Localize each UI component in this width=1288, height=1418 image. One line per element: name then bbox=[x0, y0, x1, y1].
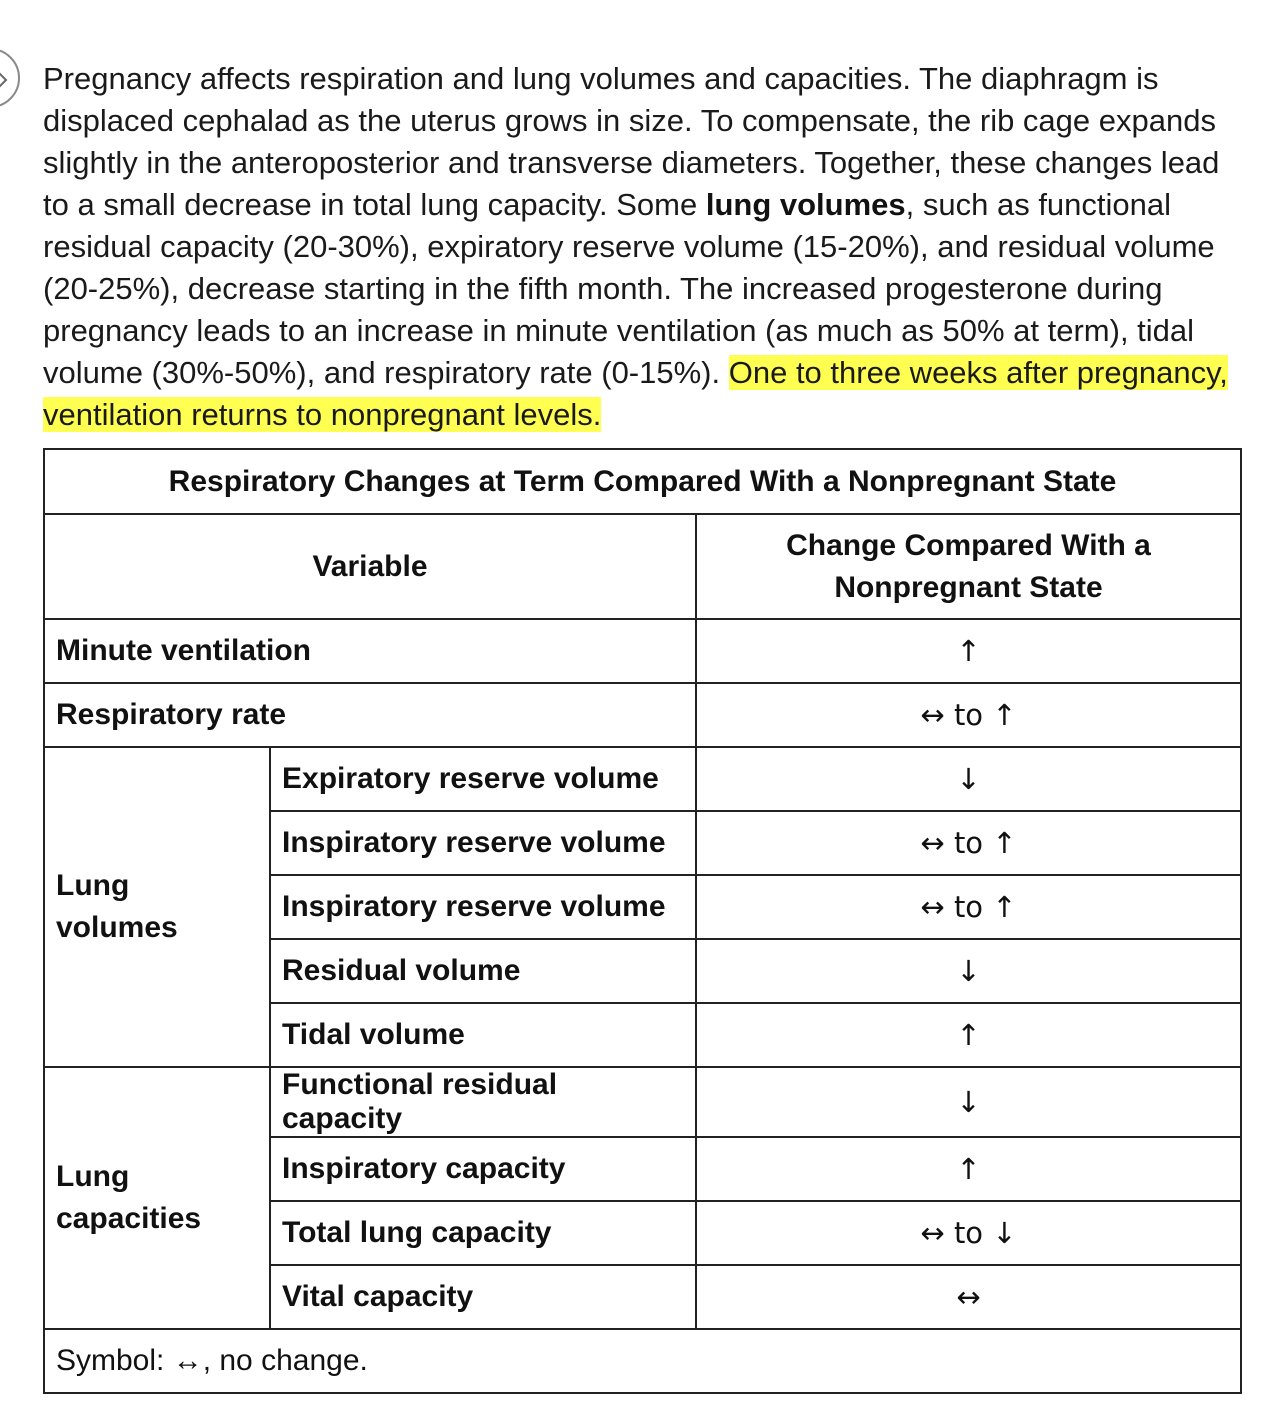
row-label: Inspiratory capacity bbox=[270, 1137, 696, 1201]
row-change: ↔ to ↑ bbox=[696, 811, 1241, 875]
row-label: Inspiratory reserve volume bbox=[270, 811, 696, 875]
header-change bbox=[696, 514, 1241, 619]
row-label: Tidal volume bbox=[270, 1003, 696, 1067]
row-change: ↑ bbox=[696, 1003, 1241, 1067]
row-change: ↓ bbox=[696, 939, 1241, 1003]
row-change: ↓ bbox=[696, 1067, 1241, 1137]
intro-paragraph bbox=[43, 58, 1243, 436]
intro-text-part1: Pregnancy affects respiration and lung volumes and capacities. The diaphragm is displaced cephalad as the uterus grows in size. To compensate, the rib cage expands slightly in the anteroposterior and transverse diameters. Together, these changes lead to a small decrease in total lung capacity. Some bbox=[43, 61, 1220, 222]
row-label: Expiratory reserve volume bbox=[270, 747, 696, 811]
group-lung-capacities bbox=[44, 1067, 270, 1329]
highlighted-sentence: One to three weeks after pregnancy, ventilation returns to nonpregnant levels. bbox=[43, 355, 1228, 432]
row-label: Inspiratory reserve volume bbox=[270, 875, 696, 939]
row-label: Residual volume bbox=[270, 939, 696, 1003]
row-label: Total lung capacity bbox=[270, 1201, 696, 1265]
table-row bbox=[44, 619, 1241, 683]
row-label: Functional residual capacity bbox=[270, 1067, 696, 1137]
sidebar-toggle-button[interactable] bbox=[0, 48, 20, 108]
row-change: ↔ bbox=[696, 1265, 1241, 1329]
row-change: ↔ to ↓ bbox=[696, 1201, 1241, 1265]
intro-text-part2: , such as functional residual capacity (20-30%), expiratory reserve volume (15-20%), and residual volume (20-25%), decrease starting in the fifth month. The increased progesterone during pregnancy leads to an increase in minute ventilation (as much as 50% at term), tidal volume (30%-50%), and respiratory rate (0-15%). bbox=[43, 187, 1215, 390]
row-change: ↓ bbox=[696, 747, 1241, 811]
group-lung-capacities-text: Lung capacities bbox=[56, 1160, 202, 1235]
row-change: ↔ to ↑ bbox=[696, 875, 1241, 939]
row-label: Vital capacity bbox=[270, 1265, 696, 1329]
group-lung-volumes: Lung volumes bbox=[44, 747, 270, 1067]
header-change-text: Change Compared With a Nonpregnant State bbox=[786, 528, 1151, 604]
row-change: ↔ to ↑ bbox=[696, 683, 1241, 747]
table-row bbox=[44, 1067, 1241, 1137]
table-title: Respiratory Changes at Term Compared With a Nonpregnant State bbox=[44, 449, 1241, 514]
row-change: ↑ bbox=[696, 619, 1241, 683]
row-label: Respiratory rate bbox=[44, 683, 696, 747]
table-row bbox=[44, 747, 1241, 811]
table-row bbox=[44, 683, 1241, 747]
row-label: Minute ventilation bbox=[44, 619, 696, 683]
intro-bold-term: lung volumes bbox=[705, 187, 906, 222]
table-footnote: Symbol: ↔, no change. bbox=[44, 1329, 1241, 1393]
header-variable: Variable bbox=[44, 514, 696, 619]
respiratory-changes-table bbox=[43, 448, 1242, 1394]
chevron-right-icon bbox=[0, 70, 10, 90]
row-change: ↑ bbox=[696, 1137, 1241, 1201]
